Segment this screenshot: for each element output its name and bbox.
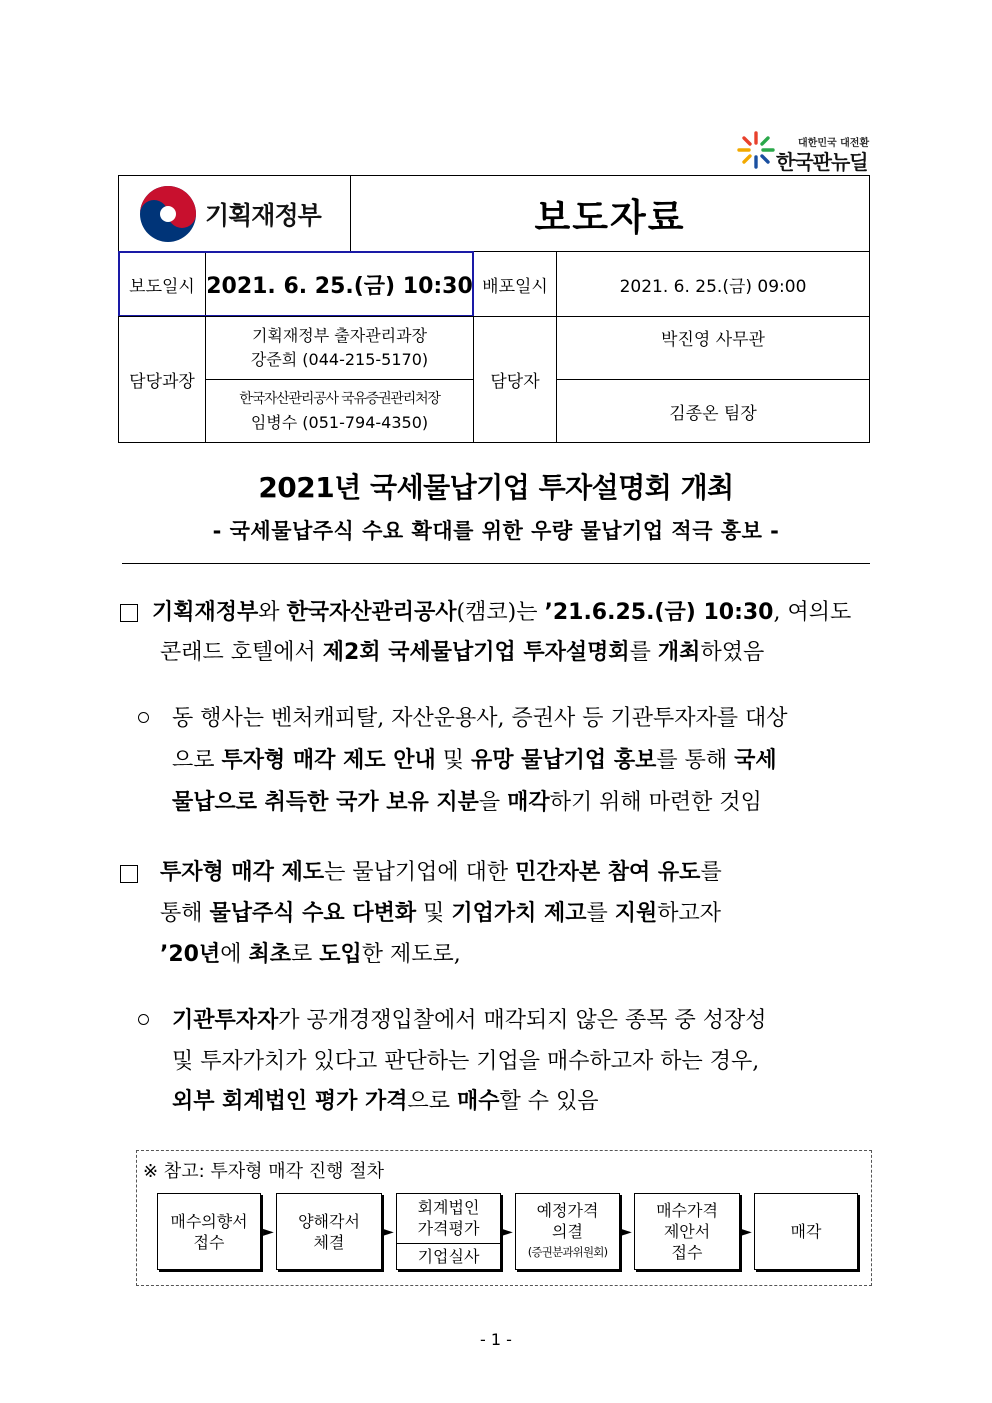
p3-line2 — [160, 894, 721, 934]
newdeal-tagline: 대한민국 대전환 — [798, 138, 870, 149]
text: 및 — [416, 901, 452, 926]
text: 로 — [291, 942, 320, 967]
step-text: 접수 — [671, 1243, 703, 1262]
text-bold: 투자형 매각 제도 — [160, 860, 325, 885]
square-bullet-icon — [120, 865, 138, 883]
text-bold: 도입 — [319, 942, 362, 967]
text: 에 — [220, 942, 249, 967]
p4-line1 — [172, 1001, 767, 1041]
text: 할 수 있음 — [499, 1089, 599, 1114]
dept2-cell — [205, 379, 474, 443]
text: 를 — [586, 901, 615, 926]
square-bullet-icon — [120, 604, 138, 622]
text-bold: 기업가치 제고 — [451, 901, 587, 926]
doc-type-title: 보도자료 — [534, 195, 686, 239]
p1-line2 — [160, 633, 764, 673]
process-step — [396, 1193, 501, 1270]
step-text: 체결 — [313, 1232, 345, 1252]
dept2-contact: 임병수 (051-794-4350) — [250, 413, 429, 432]
process-step — [276, 1193, 382, 1270]
text-bold: 개최 — [657, 640, 701, 665]
step-text: 제안서 — [663, 1222, 711, 1241]
text-bold: 민간자본 참여 유도 — [515, 860, 701, 885]
korean-new-deal-logo — [736, 128, 872, 172]
text-bold: 지원 — [614, 901, 658, 926]
p1-line1 — [152, 593, 874, 633]
step-text: 의결 — [552, 1222, 583, 1241]
text-bold: 한국자산관리공사 — [286, 600, 457, 625]
ministry-name: 기획재정부 — [205, 200, 321, 230]
text: 으로 — [172, 748, 222, 773]
distribution-label: 배포일시 — [473, 251, 557, 317]
circle-bullet-icon — [138, 712, 149, 723]
text: 와 — [258, 600, 287, 625]
starburst-icon — [736, 130, 776, 170]
text: 통해 — [160, 901, 210, 926]
text-bold: 매수 — [457, 1089, 500, 1114]
step-text: 양해각서 — [298, 1211, 360, 1231]
step-note: (증권분과위원회) — [527, 1245, 608, 1259]
text: 하고자 — [657, 901, 722, 926]
taegeuk-icon — [139, 185, 197, 243]
text: (캠코)는 — [456, 600, 545, 625]
text-bold: 기획재정부 — [152, 600, 259, 625]
text: 하였음 — [700, 640, 765, 665]
step-text: 매수의향서 — [170, 1211, 248, 1231]
step-text: 가격평가 — [417, 1219, 480, 1239]
ministry-logo-cell — [118, 175, 351, 252]
dept1-title: 기획재정부 출자관리과장 — [251, 326, 428, 345]
release-highlight-frame — [118, 251, 474, 317]
arrow-right-icon: ► — [263, 1224, 274, 1240]
process-step — [754, 1193, 858, 1270]
staff2-name: 김종온 팀장 — [669, 403, 757, 424]
step-text: 회계법인 — [417, 1198, 480, 1218]
arrow-right-icon: ► — [621, 1224, 632, 1240]
text-bold: 외부 회계법인 평가 가격 — [172, 1089, 408, 1114]
p4-line3 — [172, 1082, 599, 1122]
step-subbox — [397, 1243, 500, 1269]
text: 가 공개경쟁입찰에서 매각되지 않은 종목 중 성장성 — [278, 1008, 767, 1033]
process-title: ※ 참고: 투자형 매각 진행 절차 — [143, 1161, 385, 1182]
release-label: 보도일시 — [118, 251, 206, 317]
headline-subtitle: - 국세물납주식 수요 확대를 위한 우량 물납기업 적극 홍보 - — [212, 519, 780, 543]
text: 는 물납기업에 대한 — [324, 860, 516, 885]
text-bold: 유망 물납기업 홍보 — [471, 748, 657, 773]
process-step — [157, 1193, 261, 1270]
doc-type-cell — [350, 175, 870, 252]
p3-line3 — [160, 935, 461, 975]
arrow-right-icon: ► — [741, 1224, 752, 1240]
arrow-right-icon: ► — [502, 1224, 513, 1240]
text-bold: ’20년 — [160, 942, 221, 967]
headline-title: 2021년 국세물납기업 투자설명회 개최 — [258, 471, 734, 504]
text: , 여의도 — [773, 600, 852, 625]
page-number: - 1 - — [480, 1330, 512, 1349]
text-bold: 최초 — [248, 942, 291, 967]
p2-line2 — [172, 741, 777, 781]
text-bold: 물납으로 취득한 국가 보유 지분 — [172, 790, 479, 815]
ministry-logo — [139, 185, 321, 243]
text: 한 제도로, — [361, 942, 461, 967]
text: 하기 위해 마련한 것임 — [549, 790, 762, 815]
distribution-date: 2021. 6. 25.(금) 09:00 — [556, 251, 870, 317]
p2-line3 — [172, 783, 762, 823]
text-bold: 투자형 매각 제도 안내 — [221, 748, 436, 773]
p2-line1: 동 행사는 벤처캐피탈, 자산운용사, 증권사 등 기관투자자를 대상 — [172, 706, 788, 731]
text-bold: ’21.6.25.(금) 10:30 — [544, 600, 774, 625]
text: 콘래드 호텔에서 — [160, 640, 323, 665]
text-bold: 국세 — [734, 748, 777, 773]
text: 을 — [478, 790, 508, 815]
text-bold: 물납주식 수요 다변화 — [209, 901, 417, 926]
staff2-cell — [556, 379, 870, 443]
step-text: 매각 — [790, 1222, 822, 1241]
text: 를 — [700, 860, 722, 885]
divider — [122, 563, 870, 564]
text-bold: 제2회 국세물납기업 투자설명회 — [322, 640, 630, 665]
p3-line1 — [160, 853, 722, 893]
text: 및 — [435, 748, 471, 773]
process-step — [634, 1193, 740, 1270]
dept1-cell — [205, 316, 474, 380]
newdeal-wordmark: 한국판뉴딜 — [776, 150, 868, 174]
text: 를 통해 — [656, 748, 735, 773]
circle-bullet-icon — [138, 1014, 149, 1025]
text-bold: 기관투자자 — [172, 1008, 279, 1033]
process-step — [515, 1193, 620, 1270]
staff1-cell — [556, 316, 870, 380]
text-bold: 매각 — [507, 790, 550, 815]
arrow-right-icon: ► — [383, 1224, 394, 1240]
staff-label: 담당자 — [473, 316, 557, 443]
step-text: 기업실사 — [417, 1246, 480, 1266]
step-text: 예정가격 — [536, 1201, 599, 1220]
text: 으로 — [407, 1089, 457, 1114]
release-date: 2021. 6. 25.(금) 10:30 — [206, 273, 473, 299]
dept2-title: 한국자산관리공사 국유증권관리처장 — [239, 391, 440, 407]
dept-label: 담당과장 — [118, 316, 206, 443]
dept1-contact: 강준희 (044-215-5170) — [250, 350, 429, 369]
step-text: 접수 — [193, 1232, 225, 1252]
p4-line2: 및 투자가치가 있다고 판단하는 기업을 매수하고자 하는 경우, — [172, 1049, 760, 1074]
text: 를 — [629, 640, 658, 665]
step-text: 매수가격 — [656, 1201, 718, 1220]
staff1-name: 박진영 사무관 — [661, 330, 765, 350]
